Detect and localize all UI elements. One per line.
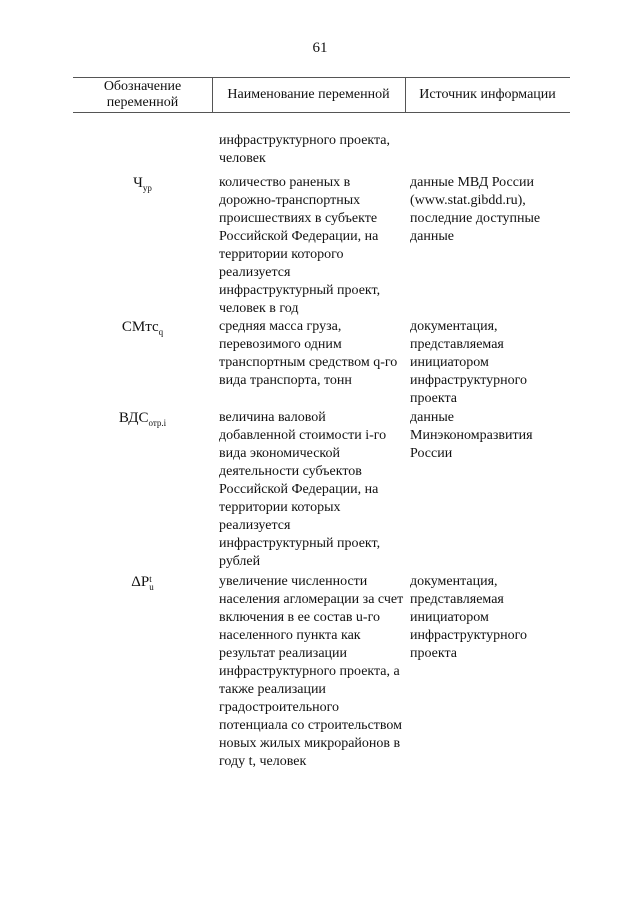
row-4-symbol-sub: u [149, 582, 154, 592]
row-4-symbol-sup: t [149, 574, 152, 584]
row-4-name: увеличение численности населения агломерации за счет включения в ее состав u-го населенного пункта как результат реализации инфраструктурного проекта, а также реализации градостроительного потенциала со строительством новых жилых микрорайонов в году t, человек [219, 574, 404, 769]
row-3-source: данные Минэкономразвития России [410, 410, 533, 461]
row-3-symbol [73, 409, 212, 432]
page-number: 61 [312, 40, 328, 56]
row-1-name: количество раненых в дорожно-транспортных происшествиях в субъекте Российской Федерации, на территории которого реализуется инфраструктурный проект, человек в год [219, 175, 381, 316]
row-2-source: документация, представляемая инициатором инфраструктурного проекта [410, 319, 528, 406]
row-4-source: документация, представляемая инициатором инфраструктурного проекта [410, 574, 528, 661]
table-top-rule [73, 77, 570, 78]
row-3-symbol-base: ВДС [118, 410, 149, 426]
row-2-symbol-base: СМтс [121, 319, 159, 335]
row-2-name: средняя масса груза, перевозимого одним транспортным средством q-го вида транспорта, тонн [219, 319, 398, 388]
header-name: Наименование переменной [227, 87, 390, 102]
row-3-symbol-sub: отр.i [148, 418, 167, 428]
row-4-symbol [73, 573, 212, 591]
row-1-symbol-sub: ур [142, 183, 152, 193]
header-source: Источник информации [419, 87, 556, 102]
header-symbol: Обозначение переменной [103, 79, 182, 110]
row-2-symbol [73, 318, 212, 341]
row-4-symbol-base: ΔP [131, 574, 150, 590]
row-2-symbol-sub: q [158, 327, 164, 337]
row-0-name: инфраструктурного проекта, человек [219, 133, 391, 166]
row-1-symbol [73, 174, 212, 197]
row-3-name: величина валовой добавленной стоимости i-го вида экономической деятельности субъектов Российской Федерации, на территории которых реализуется инфраструктурный проект, рублей [219, 410, 387, 569]
row-1-source: данные МВД России (www.stat.gibdd.ru), последние доступные данные [410, 175, 541, 244]
table-header-rule [73, 112, 570, 113]
row-1-symbol-base: Ч [133, 175, 143, 191]
